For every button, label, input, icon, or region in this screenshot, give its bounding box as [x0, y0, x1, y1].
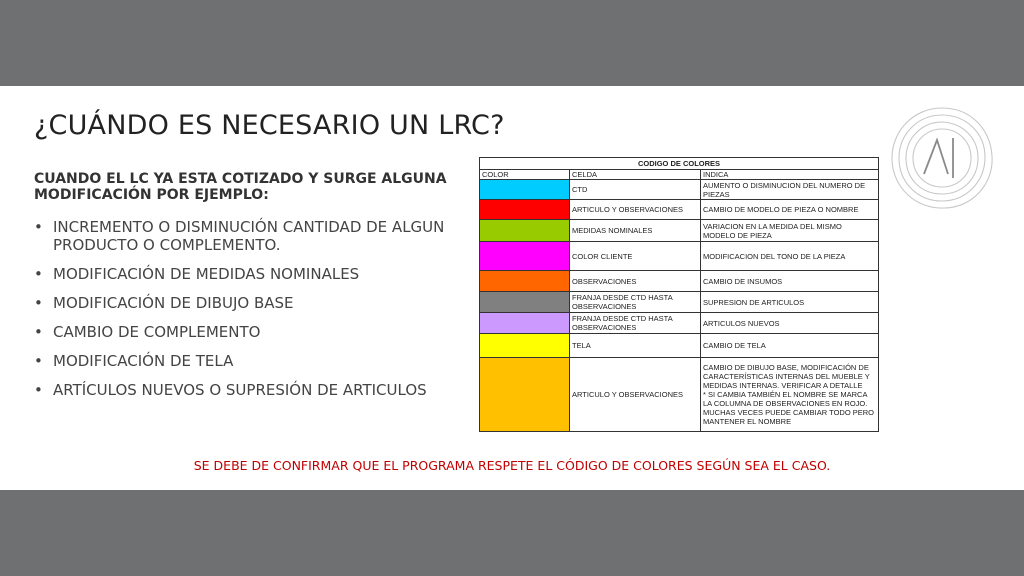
table-row	[480, 242, 879, 271]
indica-cell: CAMBIO DE TELA	[701, 334, 879, 358]
column-header-indica: INDICA	[701, 170, 879, 180]
column-header-celda: CELDA	[570, 170, 701, 180]
subheading: CUANDO EL LC YA ESTA COTIZADO Y SURGE ALGUNA MODIFICACIÓN POR EJEMPLO:	[34, 171, 447, 203]
indica-cell: VARIACION EN LA MEDIDA DEL MISMO MODELO DE PIEZA	[701, 220, 879, 242]
bullet-dot-icon: •	[34, 218, 43, 236]
celda-cell: ARTICULO Y OBSERVACIONES	[570, 200, 701, 220]
table-caption: CODIGO DE COLORES	[480, 158, 879, 170]
color-swatch	[480, 200, 570, 220]
color-swatch	[480, 220, 570, 242]
celda-cell: CTD	[570, 180, 701, 200]
table-row	[480, 334, 879, 358]
footer-note: SE DEBE DE CONFIRMAR QUE EL PROGRAMA RESPETE EL CÓDIGO DE COLORES SEGÚN SEA EL CASO.	[193, 458, 831, 473]
celda-cell: TELA	[570, 334, 701, 358]
table-row	[480, 200, 879, 220]
table-row	[480, 292, 879, 313]
bullet-list	[34, 218, 474, 410]
color-swatch	[480, 271, 570, 292]
table-row	[480, 358, 879, 432]
column-header-color: COLOR	[480, 170, 570, 180]
table-row	[480, 271, 879, 292]
celda-cell: OBSERVACIONES	[570, 271, 701, 292]
color-swatch	[480, 334, 570, 358]
slide	[0, 86, 1024, 490]
celda-cell: ARTICULO Y OBSERVACIONES	[570, 358, 701, 432]
list-item: • INCREMENTO O DISMINUCIÓN CANTIDAD DE ALGUN PRODUCTO O COMPLEMENTO.	[34, 218, 445, 254]
list-item: • MODIFICACIÓN DE DIBUJO BASE	[34, 294, 294, 312]
tree-rings-logo-icon	[886, 102, 998, 214]
list-item: • MODIFICACIÓN DE MEDIDAS NOMINALES	[34, 265, 360, 283]
list-item: • CAMBIO DE COMPLEMENTO	[34, 323, 261, 341]
celda-cell: FRANJA DESDE CTD HASTA OBSERVACIONES	[570, 313, 701, 334]
color-swatch	[480, 180, 570, 200]
color-swatch	[480, 242, 570, 271]
page-title: ¿CUÁNDO ES NECESARIO UN LRC?	[34, 110, 505, 141]
indica-cell: CAMBIO DE DIBUJO BASE, MODIFICACIÓN DE CARACTERÍSTICAS INTERNAS DEL MUEBLE Y MEDIDAS INTERNAS. VERIFICAR A DETALLE * SI CAMBIA TAMBIÉN EL NOMBRE SE MARCA LA COLUMNA DE OBSERVACIONES EN ROJO. MUCHAS VECES PUEDE CAMBIAR TODO PERO MANTENER EL NOMBRE	[701, 358, 879, 432]
indica-cell: SUPRESION DE ARTICULOS	[701, 292, 879, 313]
celda-cell: MEDIDAS NOMINALES	[570, 220, 701, 242]
color-code-table	[479, 157, 878, 432]
table-row	[480, 180, 879, 200]
list-item: • MODIFICACIÓN DE TELA	[34, 352, 234, 370]
indica-cell: CAMBIO DE MODELO DE PIEZA O NOMBRE	[701, 200, 879, 220]
table-row	[480, 313, 879, 334]
bullet-dot-icon: •	[34, 294, 43, 312]
color-swatch	[480, 292, 570, 313]
indica-cell: MODIFICACION DEL TONO DE LA PIEZA	[701, 242, 879, 271]
table-row	[480, 220, 879, 242]
bullet-dot-icon: •	[34, 381, 43, 399]
list-item: • ARTÍCULOS NUEVOS O SUPRESIÓN DE ARTICULOS	[34, 381, 427, 399]
bullet-dot-icon: •	[34, 352, 43, 370]
celda-cell: FRANJA DESDE CTD HASTA OBSERVACIONES	[570, 292, 701, 313]
bullet-dot-icon: •	[34, 265, 43, 283]
celda-cell: COLOR CLIENTE	[570, 242, 701, 271]
indica-cell: CAMBIO DE INSUMOS	[701, 271, 879, 292]
indica-cell: AUMENTO O DISMINUCION DEL NUMERO DE PIEZAS	[701, 180, 879, 200]
color-swatch	[480, 313, 570, 334]
logo-monogram	[924, 138, 953, 178]
color-swatch	[480, 358, 570, 432]
indica-cell: ARTICULOS NUEVOS	[701, 313, 879, 334]
bullet-dot-icon: •	[34, 323, 43, 341]
